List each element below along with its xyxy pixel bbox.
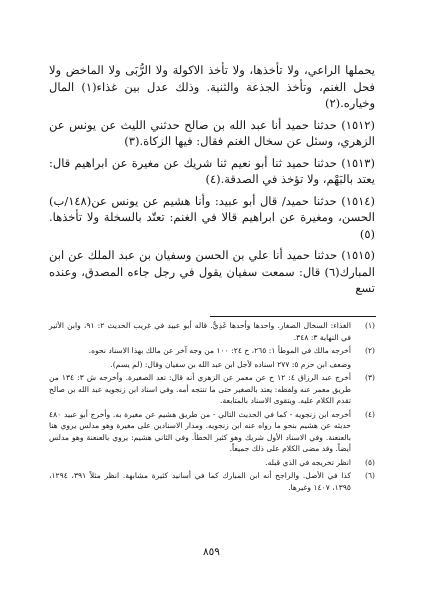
footnote-number: (٤) <box>364 409 375 419</box>
footnote-continuation <box>49 359 375 371</box>
footnote <box>49 457 375 469</box>
footnote-number <box>351 359 375 371</box>
paragraph: يحملها الراعي، ولا تأخذها، ولا تأخذ الاكولة ولا الرُّبَى ولا الماخض ولا فحل الغنم، وتأخذ الجذعة والثنية. وذلك عدل بين غذاء(١) المال وخياره.(٢) <box>49 63 375 110</box>
hadith-paragraph: (١٥١٢) حدثنا حميد أنا عبد الله بن صالح حدثني الليث عن يونس عن الزهري، وسئل عن سخال الغنم فقال: فيها الزكاة.(٣) <box>49 117 375 148</box>
footnote-divider <box>210 316 376 317</box>
footnote <box>49 320 375 343</box>
footnote-number: (٢) <box>364 346 375 355</box>
footnote <box>49 409 375 455</box>
footnote <box>49 345 375 357</box>
footnote-number: (٣) <box>364 373 375 382</box>
footnote-number: (٥) <box>364 457 375 467</box>
hadith-paragraph: (١٥١٣) حدثنا حميد ثنا أبو نعيم ثنا شريك عن مغيرة عن ابراهيم قال: يعتد بالبَهْم، ولا تؤخذ في الصدقة.(٤) <box>49 155 375 186</box>
hadith-paragraph: (١٥١٥) حدثنا حميد أنا علي بن الحسن وسفيان بن عبد الملك عن ابن المبارك(٦) قال: سمعت سفيان يقول في رجل جاءه المصدق، وعنده تسع <box>49 248 375 295</box>
footnote-text: أخرج عبد الرزاق ٤: ١٢ ح عن معمر عن الزهري أنه قال: تعد الصغيرة. وأخرجه ش ٣: ١٣٤ من طريق معمر عنه ولفظه: يعتد بالصغير حتى ما تنتجه أمه. وفي اسناد ابن زنجويه عبد الله بن صالح تقدم الكلام عليه. ويتقوى الاسناد بالمتابعة. <box>49 373 352 405</box>
footnote-text: كذا في الأصل. والراجح أنه ابن المبارك كما في أسانيد كثيرة مشابهة. انظر مثلاً ٣٩١، ١٢٩٤، ١٣٩٥، ١٤٠٧ وغيرها. <box>49 471 351 492</box>
footnote-number: (٦) <box>364 471 375 480</box>
footnote-text: وضعف ابن حزم ٥: ٢٧٧ اسناده لأجل ابن عبد الله بن سفيان وقال: (لم يسم). <box>110 359 351 369</box>
footnote-text: أخرجه مالك في الموطأ ١: ٢٦٥، ح ٢٤: ١٠٠ من وجه آخر عن مالك بهذا الاسناد نحوه. <box>88 346 351 355</box>
footnote-text: الغذاء: السخال الصغار. واحدها وأحدها غَذِيٌّ. قاله أبو عبيد في غريب الحديث ٢: ٩١، وابن الأثير في النهاية ٣: ٣٤٨. <box>49 321 351 342</box>
main-text <box>49 62 375 302</box>
page-number: ٨٥٩ <box>203 546 220 558</box>
footnote-text: انظر تخريجه في الذي قبله. <box>265 457 351 467</box>
footnote <box>49 470 375 493</box>
footnote <box>49 372 375 407</box>
footnote-number: (١) <box>364 321 375 330</box>
footnotes <box>49 320 375 495</box>
footnote-text: أخرجه ابن زنجويه - كما في الحديث التالي - من طريق هشيم عن مغيرة به. وأخرج أبو عبيد ٤٨٠ حديثه عن هشيم بنحو ما رواه عنه ابن زنجويه. ومدار الاسنادين على مغيرة وهو مدلس يروي هنا بالعنعنة. وفي الاسناد الأول شريك وهو كثير الخطأ. وفي الثاني هشيم: يروي بالعنعنة وهو مدلس أيضاً. وقد مضى الكلام على ذلك جميعاً. <box>49 409 351 453</box>
hadith-paragraph: (١٥١٤) حدثنا حميد/ قال أبو عبيد: وأنا هشيم عن يونس عن(١٤٨/ب) الحسن، ومغيرة عن ابراهيم قالا في الغنم: تعتّد بالسخلة ولا تأخذها.(٥) <box>49 193 375 241</box>
